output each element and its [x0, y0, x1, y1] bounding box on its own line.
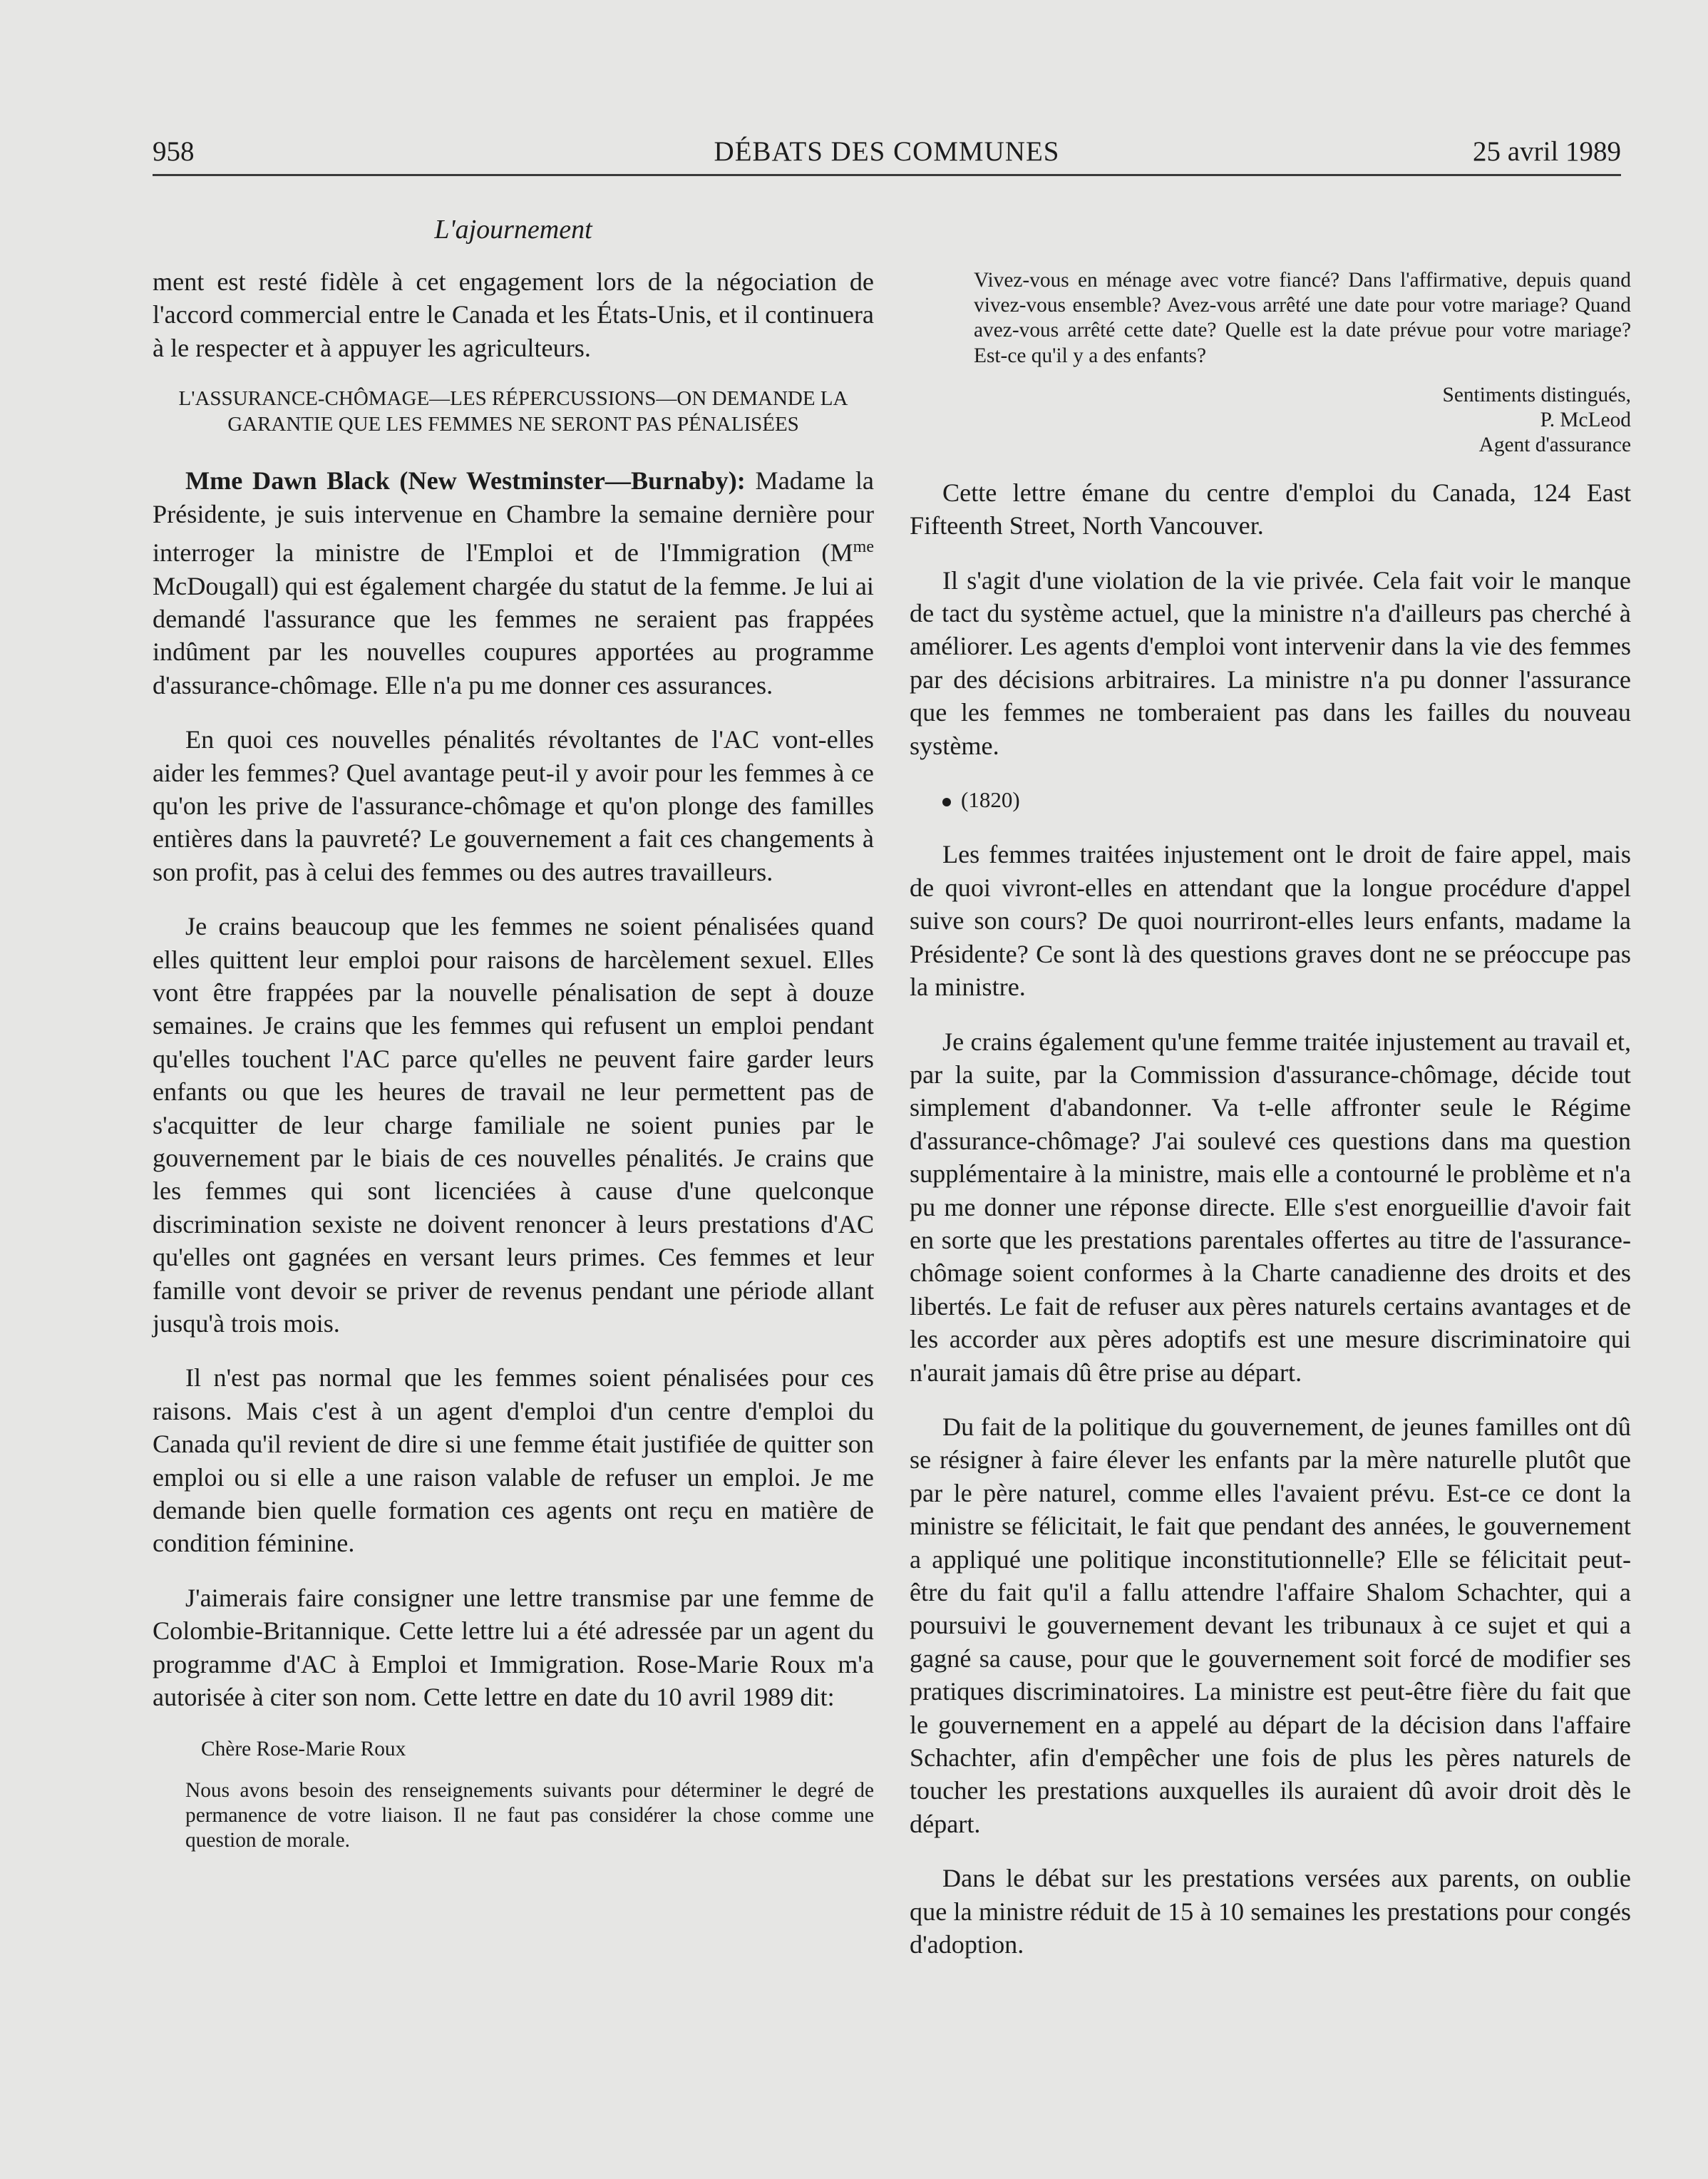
paragraph: En quoi ces nouvelles pénalités révoltantes de l'AC vont-elles aider les femmes? Quel avantage peut-il y avoir pour les femmes à ce qu'on les prive de l'assurance-chômage et qu'on plonge des familles entières dans la pauvreté? Le gouvernement a fait ces changements à son profit, pas à celui des femmes ou des autres travailleurs.: [153, 725, 874, 886]
letter-quote: Vivez-vous en ménage avec votre fiancé? Dans l'affirmative, depuis quand vivez-vous ensemble? Avez-vous arrêté une date pour votre mariage? Quand avez-vous arrêté cette date? Quelle est la date prévue pour votre mariage? Est-ce qu'il y a des enfants?: [974, 269, 1631, 367]
bullet-icon: [942, 798, 951, 806]
right-column: [910, 268, 1631, 1982]
paragraph: Dans le débat sur les prestations versées aux parents, on oublie que la ministre réduit de 15 à 10 semaines les prestations pour congés d'adoption.: [910, 1864, 1631, 1959]
paragraph: Mme Dawn Black (New Westminster—Burnaby): Madame la Présidente, je suis intervenue en Chambre la semaine dernière pour interroger la ministre de l'Emploi et de l'Immigration ($M^{me}$ McDougall) qui est également chargée du statut de la femme. Je lui ai demandé l'assurance que les femmes ne seraient pas frappées indûment par les nouvelles coupures apportées au programme d'assurance-chômage. Elle n'a pu me donner ces assurances.: [153, 466, 874, 699]
paragraph: Je crains également qu'une femme traitée injustement au travail et, par la suite, par la Commission d'assurance-chômage, décide tout simplement d'abandonner. Va t-elle affronter seule le Régime d'assurance-chômage? J'ai soulevé ces questions dans ma question supplémentaire à la ministre, mais elle a contourné le problème et n'a pu me donner une réponse directe. Elle s'est enorgueillie d'avoir fait en sorte que les prestations parentales offertes au titre de l'assurance-chômage soient conformes à la Charte canadienne des droits et des libertés. Le fait de refuser aux pères naturels certains avantages et de les accorder aux pères adoptifs est une mesure discriminatoire qui n'aurait jamais dû être prise au départ.: [910, 1027, 1631, 1387]
paragraph: Les femmes traitées injustement ont le droit de faire appel, mais de quoi vivront-elles en attendant que la longue procédure d'appel suive son cours? De quoi nourriront-elles leurs enfants, madame la Présidente? Ce sont là des questions graves dont ne se préoccupe pas la ministre.: [910, 840, 1631, 1002]
page-number: 958: [153, 136, 195, 167]
subject-heading: L'ASSURANCE-CHÔMAGE—LES RÉPERCUSSIONS—ON DEMANDE LA GARANTIE QUE LES FEMMES NE SERONT PAS PÉNALISÉES: [178, 387, 848, 436]
left-column: [153, 265, 874, 1867]
publication-title: DÉBATS DES COMMUNES: [714, 136, 1060, 167]
page-header: [153, 135, 1621, 178]
letter-salutation: Chère Rose-Marie Roux: [201, 1737, 406, 1760]
paragraph: Je crains beaucoup que les femmes ne soient pénalisées quand elles quittent leur emploi pour raisons de harcèlement sexuel. Elles vont être frappées par la nouvelle pénalisation de sept à douze semaines. Je crains que les femmes qui refusent un emploi pendant qu'elles touchent l'AC parce qu'elles ne peuvent faire garder leurs enfants ou que les heures de travail ne leur permettent pas de s'acquitter de leur charge familiale ne soient punies par le gouvernement par le biais de ces nouvelles pénalités. Je crains que les femmes qui sont licenciées à cause d'une quelconque discrimination sexiste ne doivent renoncer à leurs prestations d'AC qu'elles ont gagnées en versant leurs primes. Ces femmes et leur famille vont devoir se priver de revenus pendant une période allant jusqu'à trois mois.: [153, 912, 874, 1338]
paragraph: J'aimerais faire consigner une lettre transmise par une femme de Colombie-Britannique. Cette lettre lui a été adressée par un agent du programme d'AC à Emploi et Immigration. Rose-Marie Roux m'a autorisée à citer son nom. Cette lettre en date du 10 avril 1989 dit:: [153, 1583, 874, 1712]
time-marker: (1820): [910, 784, 1631, 816]
header-rule: [153, 174, 1621, 176]
paragraph: Il n'est pas normal que les femmes soient pénalisées pour ces raisons. Mais c'est à un agent d'emploi d'un centre d'emploi du Canada qu'il revient de dire si une femme était justifiée de quitter son emploi ou si elle a une raison valable de refuser un emploi. Je me demande bien quelle formation ces agents ont reçu en matière de condition féminine.: [153, 1363, 874, 1558]
publication-date: 25 avril 1989: [1473, 136, 1621, 167]
paragraph: Du fait de la politique du gouvernement, de jeunes familles ont dû se résigner à faire élever les enfants par la mère naturelle plutôt que par le père naturel, comme elles l'avaient prévu. Est-ce ce dont la ministre se félicitait, le fait que pendant des années, le gouvernement a appliqué une politique inconstitutionnelle? Elle se félicitait peut-être du fait qu'il a fallu attendre l'affaire Shalom Schachter, qui a poursuivi le gouvernement devant les tribunaux à ce sujet et qui a gagné sa cause, pour que le gouvernement soit forcé de modifier ses pratiques discriminatoires. La ministre est peut-être fière du fait que le gouvernement en a appelé au départ de la décision dans l'affaire Schachter, afin d'empêcher une fois de plus les pères naturels de toucher les prestations auxquelles ils auraient dû avoir droit dès le départ.: [910, 1412, 1631, 1838]
paragraph: Cette lettre émane du centre d'emploi du Canada, 124 East Fifteenth Street, North Vancouver.: [910, 478, 1631, 540]
section-label: L'ajournement: [434, 215, 592, 245]
letter-signature: Sentiments distingués, P. McLeod Agent d'assurance: [1442, 383, 1631, 456]
letter-quote: Nous avons besoin des renseignements suivants pour déterminer le degré de permanence de votre liaison. Il ne faut pas considérer la chose comme une question de morale.: [185, 1778, 874, 1852]
speaker-name: Mme Dawn Black (New Westminster—Burnaby):: [185, 466, 746, 496]
paragraph: ment est resté fidèle à cet engagement lors de la négociation de l'accord commercial entre le Canada et les États-Unis, et il continuera à le respecter et à appuyer les agriculteurs.: [153, 267, 874, 362]
paragraph: Il s'agit d'une violation de la vie privée. Cela fait voir le manque de tact du système actuel, que la ministre n'a d'ailleurs pas cherché à améliorer. Les agents d'emploi vont intervenir dans la vie des femmes par des décisions arbitraires. La ministre n'a pu donner l'assurance que les femmes ne tomberaient pas dans les failles du nouveau système.: [910, 565, 1631, 760]
